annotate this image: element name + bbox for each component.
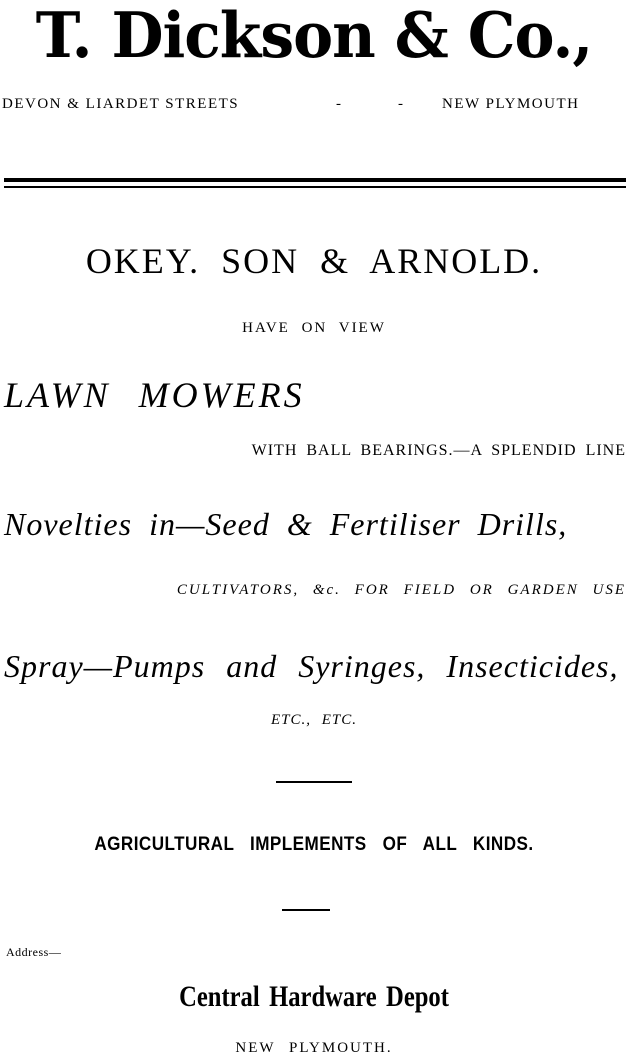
address-line — [0, 96, 628, 116]
item-lawn-mowers: LAWN MOWERS — [4, 375, 305, 415]
divider-rule — [282, 909, 330, 911]
firm-name: T. Dickson & Co., — [35, 0, 593, 73]
double-rule-top — [4, 178, 626, 182]
item-spray-pumps: Spray—Pumps and Syringes, Insecticides, — [4, 648, 619, 684]
item-drills-detail: CULTIVATORS, &c. FOR FIELD OR GARDEN USE — [176, 582, 626, 598]
item-lawn-mowers-detail: WITH BALL BEARINGS.—A SPLENDID LINE — [251, 442, 626, 459]
implements-heading: AGRICULTURAL IMPLEMENTS OF ALL KINDS. — [94, 834, 534, 855]
double-rule-bottom — [4, 186, 626, 188]
depot-name: Central Hardware Depot — [179, 980, 449, 1013]
dash-separator: - — [336, 96, 343, 112]
street-address: DEVON & LIARDET STREETS — [2, 96, 240, 112]
dash-separator: - — [398, 96, 405, 112]
divider-rule — [276, 781, 352, 783]
header-town: NEW PLYMOUTH — [442, 96, 580, 112]
address-label: Address— — [6, 945, 62, 959]
intro-text: HAVE ON VIEW — [242, 320, 386, 336]
company-heading: OKEY. SON & ARNOLD. — [85, 241, 543, 281]
footer-town: NEW PLYMOUTH. — [235, 1040, 393, 1056]
item-drills: Novelties in—Seed & Fertiliser Drills, — [4, 506, 568, 542]
item-spray-pumps-detail: ETC., ETC. — [270, 712, 358, 728]
